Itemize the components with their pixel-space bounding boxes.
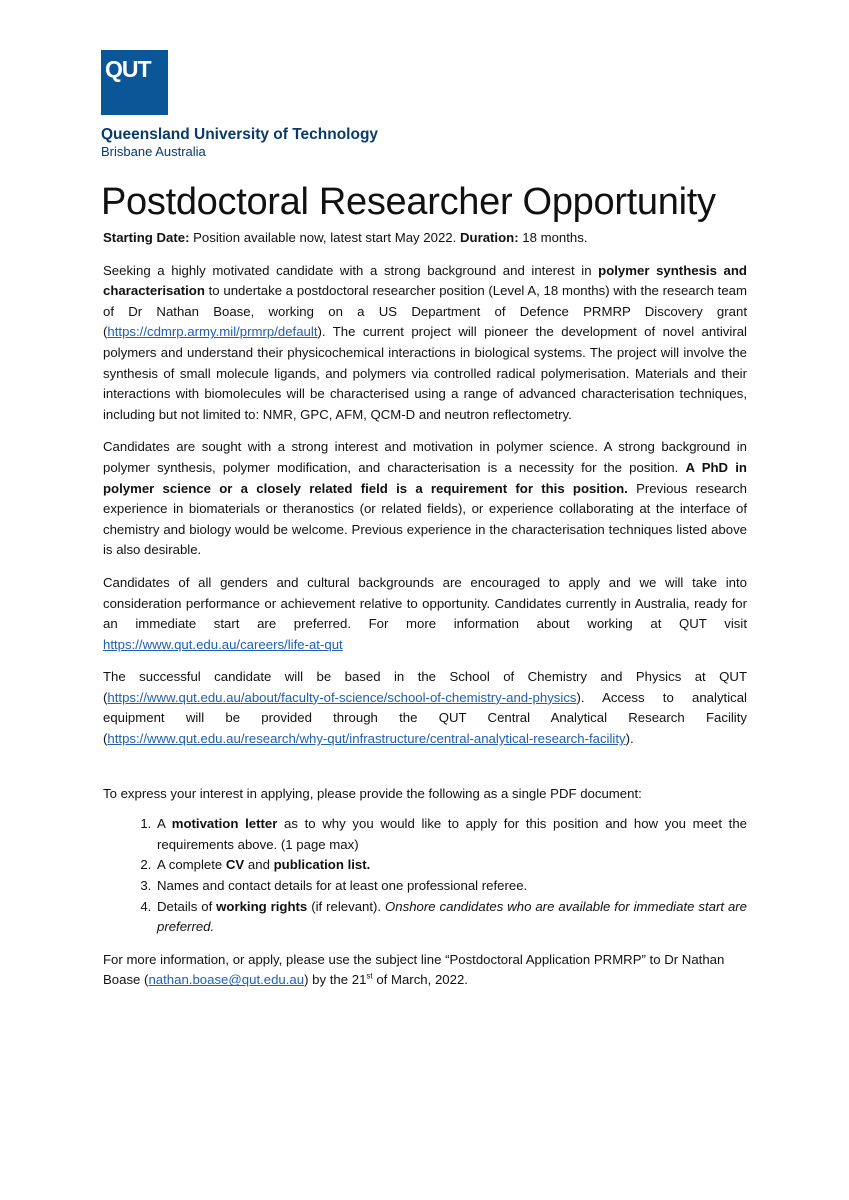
apply-intro: To express your interest in applying, please provide the following as a single PDF document: [103,785,642,801]
bold-text: motivation letter [171,816,278,832]
text: as to why you would like to apply for this position and how you meet the requirements above. (1 page max) [157,816,747,852]
text: (if relevant). [307,898,386,914]
school-link[interactable]: https://www.qut.edu.au/about/faculty-of-science/school-of-chemistry-and-physics [107,689,577,705]
paragraph-candidates [103,437,747,561]
bold-text: publication list. [273,857,371,873]
text: ) by the 21 [304,972,367,988]
closing-paragraph [103,950,747,991]
text: Candidates are sought with a strong interest and motivation in polymer science. A strong background in polymer synthesis, polymer modification, and characterisation is a necessity for the position. [103,439,747,475]
text: Previous research experience in biomaterials or theranostics (or related fields), or experience collaborating at the interface of chemistry and biology would be welcome. Previous experience in the characterisation techniques listed above is also desirable. [103,480,747,558]
bold-text: working rights [216,898,308,914]
careers-link[interactable]: https://www.qut.edu.au/careers/life-at-qut [103,636,343,652]
text: A complete [157,857,226,873]
list-item [155,897,747,938]
text: Seeking a highly motivated candidate with a strong background and interest in [103,262,599,278]
text: ). Access to analytical equipment will be provided through the QUT Central Analytical Research Facility ( [103,689,747,747]
text: ). [625,731,634,747]
text: Details of [157,898,217,914]
dates-line [103,228,747,249]
bold-text: A PhD in polymer science or a closely related field is a requirement for this position. [103,459,747,496]
text: For more information, or apply, please use the subject line “Postdoctoral Application PRMRP” to Dr Nathan Boase ( [103,951,725,988]
italic-text: Onshore candidates who are available for immediate start are preferred. [157,898,748,935]
ordinal-suffix: st [366,972,373,982]
text: A [157,816,172,832]
bold-text: polymer synthesis and characterisation [103,262,747,299]
paragraph-diversity [103,573,747,655]
text: ). The current project will pioneer the development of novel antiviral polymers and understand their physicochemical interactions in biological systems. The project will involve the synthesis of small molecule ligands, and polymers via controlled radical polymerisation. Materials and their interactions with biomolecules will be characterised using a range of advanced characterisation techniques, including but not limited to: NMR, GPC, AFM, QCM-D and neutron reflectometry. [103,324,747,422]
start-label: Starting Date: [103,230,190,245]
page-title: Postdoctoral Researcher Opportunity [101,181,716,223]
text: Candidates of all genders and cultural backgrounds are encouraged to apply and we will take into consideration performance or achievement relative to opportunity. Candidates currently in Australia, ready for an immediate start are preferred. For more information about working at QUT visit [103,574,747,632]
list-item [155,855,747,876]
carf-link[interactable]: https://www.qut.edu.au/research/why-qut/infrastructure/central-analytical-research-facility [107,731,626,747]
prmrp-link[interactable]: https://cdmrp.army.mil/prmrp/default [107,324,318,340]
start-text: Position available now, latest start May 2022. [193,230,457,245]
university-location: Brisbane Australia [101,144,206,159]
paragraph-location [103,667,747,749]
duration-label: Duration: [459,230,519,245]
text: of March, 2022. [372,972,468,988]
list-item: 3. Names and contact details for at least one professional referee. [155,876,747,897]
text: The successful candidate will be based in the School of Chemistry and Physics at QUT ( [103,669,747,705]
duration-text: 18 months. [522,230,588,245]
text: to undertake a postdoctoral researcher position (Level A, 18 months) with the research team of Dr Nathan Boase, working on a US Department of Defence PRMRP Discovery grant ( [103,283,747,340]
paragraph-project [103,261,747,426]
university-name: Queensland University of Technology [101,126,379,143]
document-body [103,228,747,991]
list-item [155,814,747,855]
logo-text: QUT [105,56,151,82]
requirements-list [103,814,747,938]
qut-logo [101,50,168,115]
email-link[interactable]: nathan.boase@qut.edu.au [148,972,305,988]
bold-text: CV [225,857,245,873]
text: and [244,857,274,873]
